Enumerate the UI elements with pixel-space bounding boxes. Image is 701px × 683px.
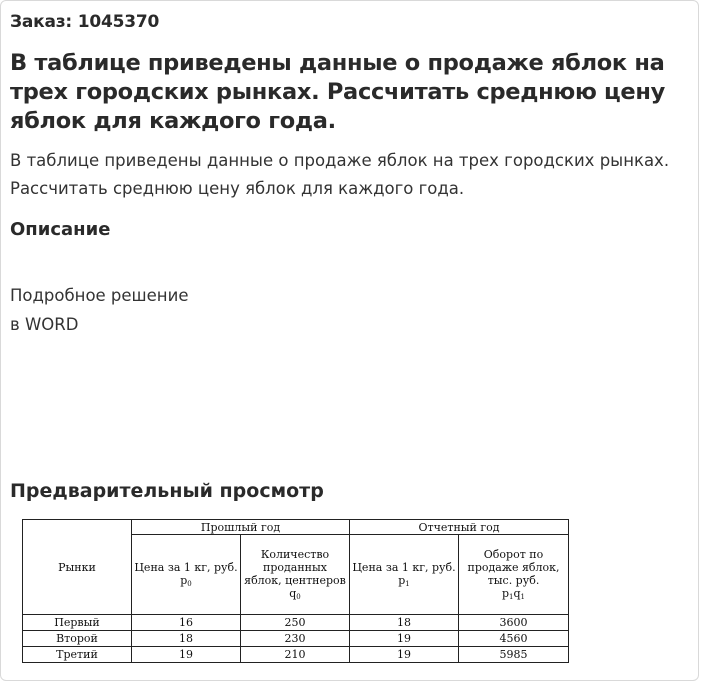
- preview-table: [22, 519, 569, 663]
- header-text: Оборот по продаже яблок, тыс. руб.: [467, 547, 560, 587]
- cell-price-current: 18: [350, 615, 459, 631]
- order-number: Заказ: 1045370: [10, 12, 160, 32]
- table-header-row: [23, 520, 569, 535]
- cell-price-previous: 16: [132, 615, 241, 631]
- header-markets: Рынки: [23, 520, 132, 615]
- table-row: [23, 631, 569, 647]
- header-text: Количество проданных яблок, центнеров: [244, 547, 346, 587]
- cell-quantity-previous: 230: [241, 631, 350, 647]
- header-symbol: p: [180, 573, 188, 587]
- header-subscript: 1: [405, 579, 410, 588]
- cell-market: Третий: [23, 647, 132, 663]
- description-body: [10, 281, 188, 339]
- description-line: в WORD: [10, 315, 79, 334]
- header-symbol: p: [501, 586, 510, 600]
- header-group-current-year: Отчетный год: [350, 520, 569, 535]
- cell-quantity-previous: 250: [241, 615, 350, 631]
- header-price-current: [350, 535, 459, 615]
- page-title: В таблице приведены данные о продаже яблок на трех городских рынках. Рассчитать среднюю цену яблок для каждого года.: [10, 50, 666, 134]
- header-subscript: 0: [187, 579, 192, 588]
- header-group-previous-year: Прошлый год: [132, 520, 350, 535]
- header-turnover-current: [459, 535, 569, 615]
- description-heading: Описание: [10, 219, 111, 240]
- header-subscript: 1: [520, 592, 526, 601]
- cell-market: Второй: [23, 631, 132, 647]
- header-text: Цена за 1 кг, руб.: [134, 560, 238, 574]
- header-price-previous: [132, 535, 241, 615]
- header-text: Цена за 1 кг, руб.: [352, 560, 456, 574]
- cell-price-previous: 18: [132, 631, 241, 647]
- cell-market: Первый: [23, 615, 132, 631]
- lead-text: В таблице приведены данные о продаже яблок на трех городских рынках. Рассчитать среднюю цену яблок для каждого года.: [10, 151, 670, 198]
- cell-quantity-previous: 210: [241, 647, 350, 663]
- header-symbol: p: [398, 573, 406, 587]
- header-symbol: q: [289, 586, 297, 600]
- preview-heading: Предварительный просмотр: [10, 480, 324, 502]
- cell-price-current: 19: [350, 647, 459, 663]
- table-row: [23, 647, 569, 663]
- cell-price-previous: 19: [132, 647, 241, 663]
- header-symbol: q: [513, 586, 521, 600]
- header-subscript: 0: [296, 592, 301, 601]
- cell-turnover-current: 5985: [459, 647, 569, 663]
- cell-turnover-current: 4560: [459, 631, 569, 647]
- header-quantity-previous: [241, 535, 350, 615]
- table-row: [23, 615, 569, 631]
- header-subscript: 1: [509, 592, 514, 601]
- cell-turnover-current: 3600: [459, 615, 569, 631]
- cell-price-current: 19: [350, 631, 459, 647]
- description-line: Подробное решение: [10, 286, 189, 305]
